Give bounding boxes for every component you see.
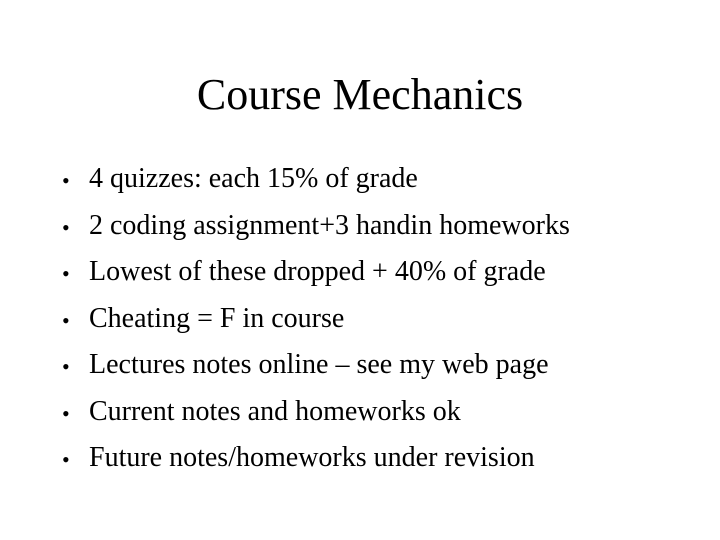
bullet-text: 4 quizzes: each 15% of grade xyxy=(89,163,418,194)
bullet-text: Current notes and homeworks ok xyxy=(89,395,461,427)
bullet-icon: • xyxy=(62,261,70,286)
bullet-text: 2 coding assignment+3 handin homeworks xyxy=(89,209,570,241)
bullet-text: Lowest of these dropped + 40% of grade xyxy=(89,256,546,287)
bullet-icon: • xyxy=(62,354,70,379)
bullet-icon: • xyxy=(62,447,70,472)
bullet-icon: • xyxy=(62,400,70,426)
bullet-text: Cheating = F in course xyxy=(89,302,345,334)
bullet-text: Future notes/homeworks under revision xyxy=(89,442,535,473)
bullet-icon: • xyxy=(62,168,70,193)
bullet-text: Lectures notes online – see my web page xyxy=(89,349,549,380)
slide-title: Course Mechanics xyxy=(196,70,524,119)
bullet-icon: • xyxy=(62,214,70,240)
bullet-icon: • xyxy=(62,307,70,333)
